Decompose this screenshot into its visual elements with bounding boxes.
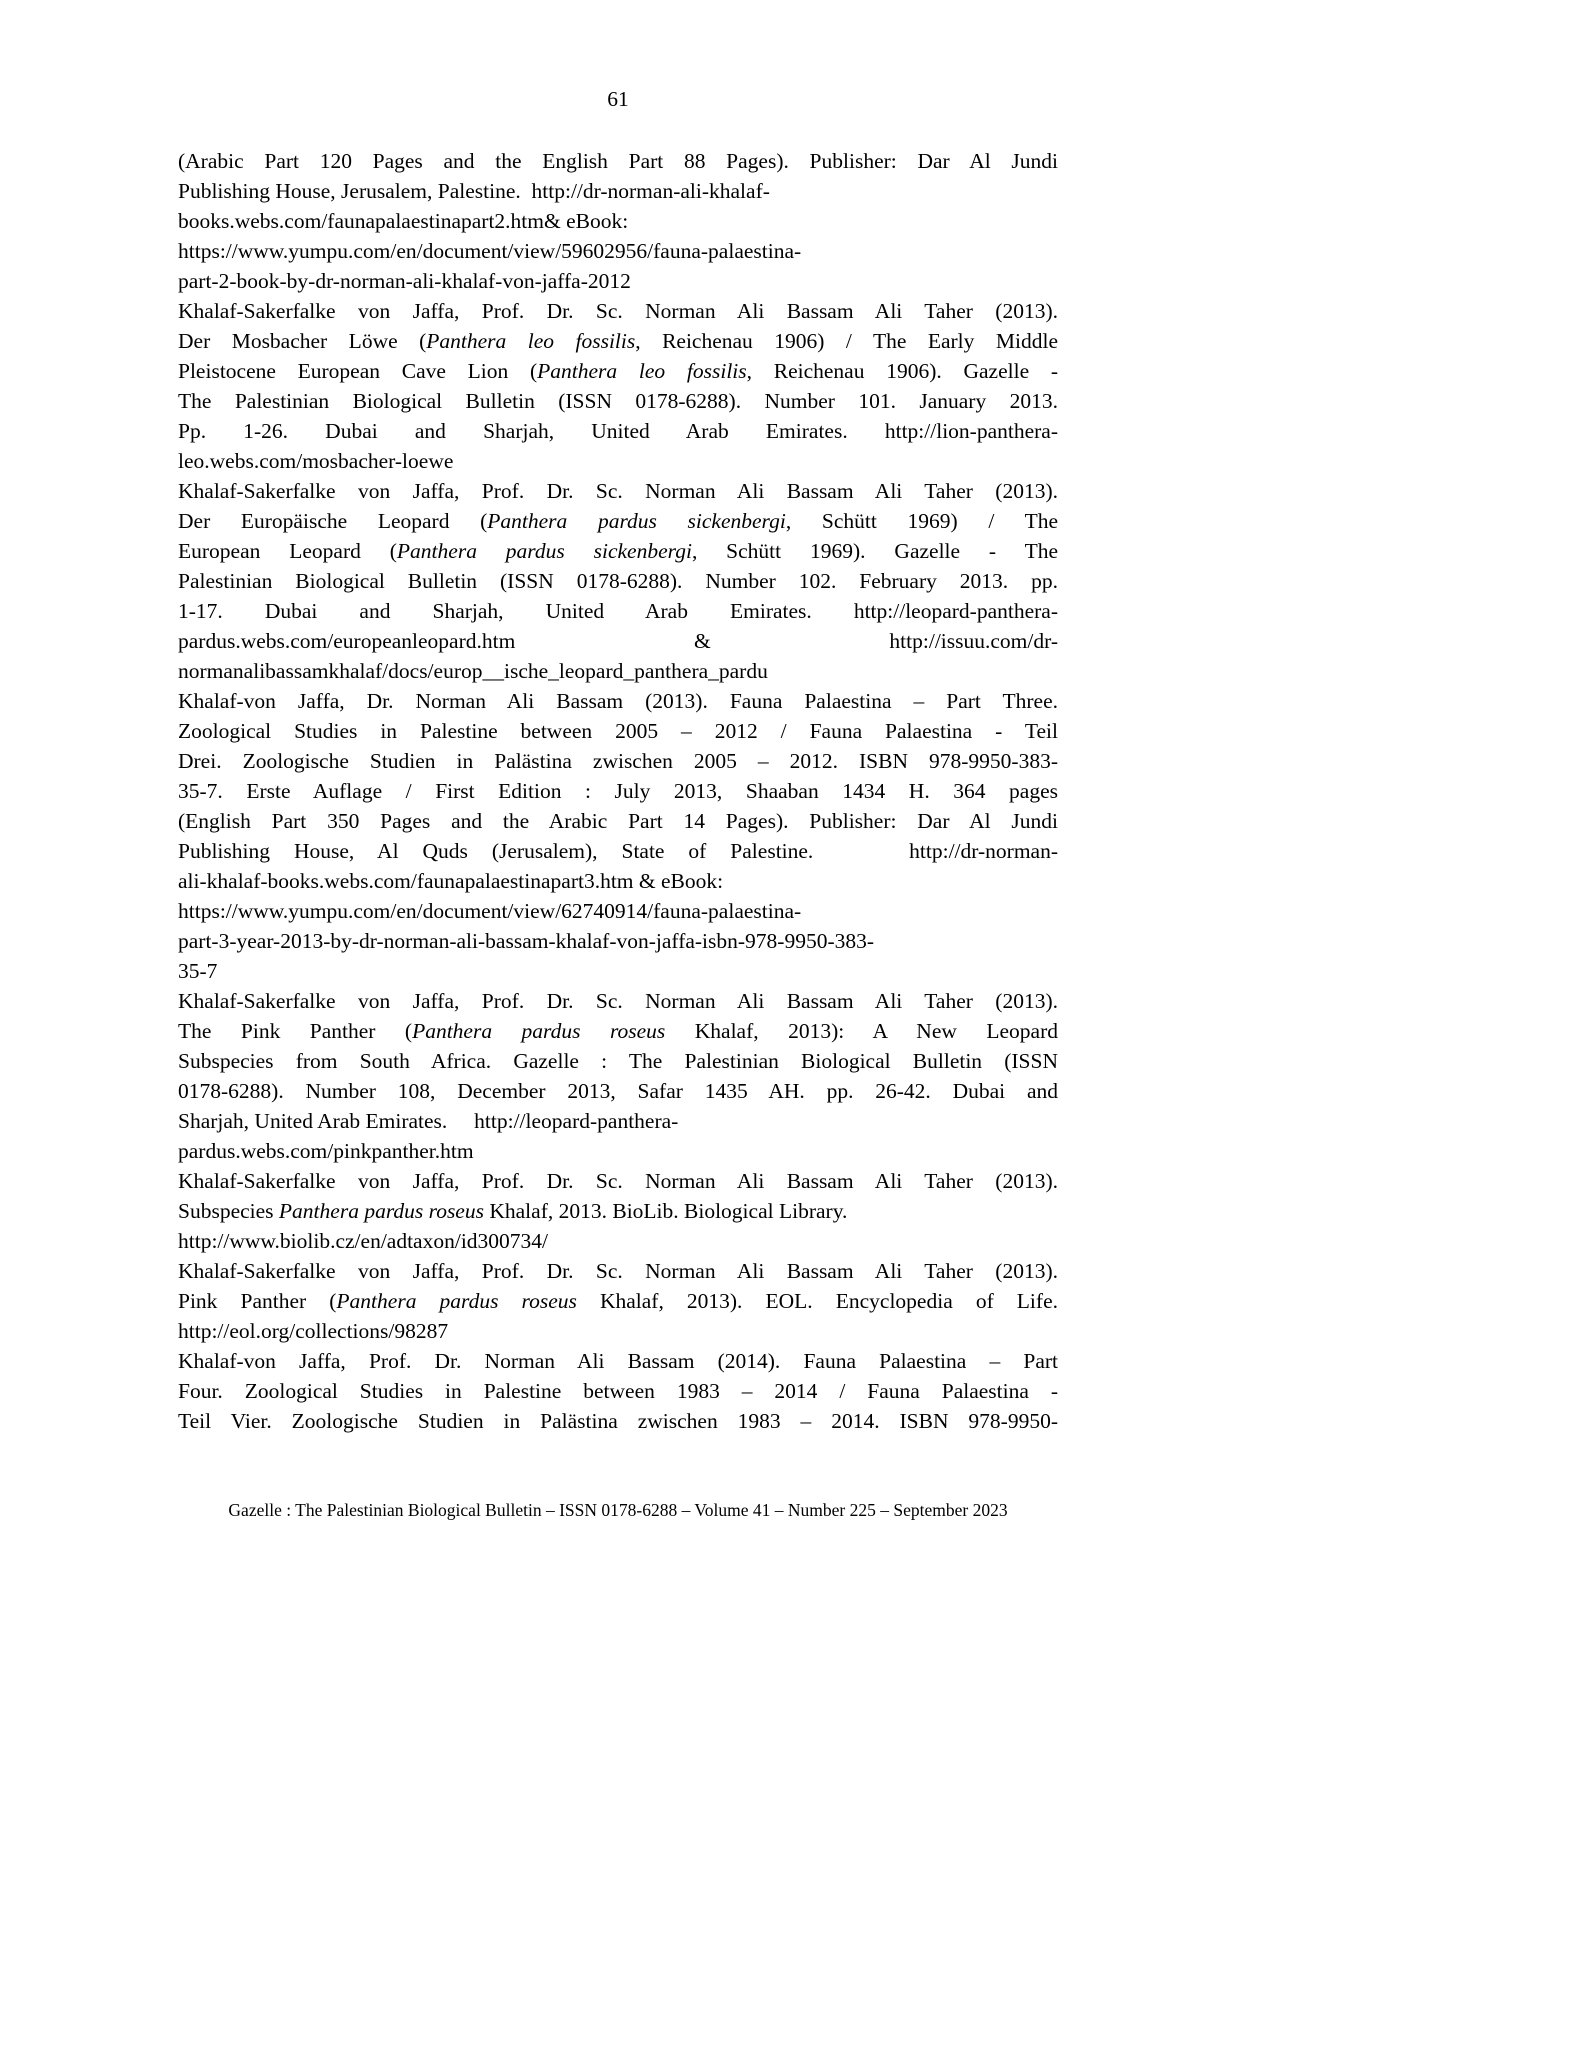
text-segment: Khalaf, 2013. BioLib. Biological Library. (483, 1199, 848, 1223)
text-segment: Four. Zoological Studies in Palestine between 1983 – 2014 / Fauna Palaestina - (178, 1379, 1058, 1403)
text-line (178, 1136, 1058, 1166)
text-line (178, 566, 1058, 596)
text-segment: books.webs.com/faunapalaestinapart2.htm& eBook: (178, 209, 629, 233)
body-text (178, 146, 1058, 1436)
text-line (178, 536, 1058, 566)
text-line (178, 1346, 1058, 1376)
text-segment: The Pink Panther ( (178, 1019, 413, 1043)
text-segment: Pink Panther ( (178, 1289, 337, 1313)
text-segment: Der Mosbacher Löwe ( (178, 329, 427, 353)
text-line (178, 986, 1058, 1016)
text-line (178, 266, 1058, 296)
text-line (178, 296, 1058, 326)
text-line (178, 386, 1058, 416)
text-segment: Publishing House, Al Quds (Jerusalem), State of Palestine. http://dr-norman- (178, 839, 1058, 863)
text-segment: Palestinian Biological Bulletin (ISSN 0178-6288). Number 102. February 2013. pp. (178, 569, 1058, 593)
footer-text: Gazelle : The Palestinian Biological Bulletin – ISSN 0178-6288 – Volume 41 – Number 225 – September 2023 (228, 1500, 1008, 1520)
text-segment: Drei. Zoologische Studien in Palästina zwischen 2005 – 2012. ISBN 978-9950-383- (178, 749, 1058, 773)
text-segment: Khalaf-von Jaffa, Dr. Norman Ali Bassam (2013). Fauna Palaestina – Part Three. (178, 689, 1058, 713)
text-line (178, 776, 1058, 806)
text-segment: Khalaf, 2013): A New Leopard (665, 1019, 1058, 1043)
text-segment: Zoological Studies in Palestine between 2005 – 2012 / Fauna Palaestina - Teil (178, 719, 1058, 743)
text-segment: Khalaf-Sakerfalke von Jaffa, Prof. Dr. Sc. Norman Ali Bassam Ali Taher (2013). (178, 1169, 1058, 1193)
text-segment: 1-17. Dubai and Sharjah, United Arab Emirates. http://leopard-panthera- (178, 599, 1058, 623)
text-line (178, 716, 1058, 746)
text-segment: , Reichenau 1906). Gazelle - (746, 359, 1058, 383)
text-line (178, 1406, 1058, 1436)
text-line (178, 1226, 1058, 1256)
text-line (178, 1016, 1058, 1046)
text-segment: http://www.biolib.cz/en/adtaxon/id300734/ (178, 1229, 549, 1253)
text-line (178, 1256, 1058, 1286)
text-line (178, 626, 1058, 656)
text-segment: normanalibassamkhalaf/docs/europ__ische_leopard_panthera_pardu (178, 659, 768, 683)
text-line (178, 146, 1058, 176)
text-segment: https://www.yumpu.com/en/document/view/62740914/fauna-palaestina- (178, 899, 802, 923)
text-line (178, 1286, 1058, 1316)
text-segment: part-3-year-2013-by-dr-norman-ali-bassam-khalaf-von-jaffa-isbn-978-9950-383- (178, 929, 875, 953)
species-name-italic: Panthera pardus sickenbergi (487, 509, 786, 533)
text-line (178, 896, 1058, 926)
text-line (178, 746, 1058, 776)
text-line (178, 836, 1058, 866)
text-line (178, 686, 1058, 716)
text-segment: Sharjah, United Arab Emirates. http://leopard-panthera- (178, 1109, 679, 1133)
text-segment: ali-khalaf-books.webs.com/faunapalaestinapart3.htm & eBook: (178, 869, 724, 893)
text-segment: pardus.webs.com/europeanleopard.htm & http://issuu.com/dr- (178, 629, 1058, 653)
text-line (178, 1196, 1058, 1226)
text-segment: part-2-book-by-dr-norman-ali-khalaf-von-jaffa-2012 (178, 269, 631, 293)
text-line (178, 1166, 1058, 1196)
text-line (178, 656, 1058, 686)
text-segment: http://eol.org/collections/98287 (178, 1319, 449, 1343)
text-line (178, 1376, 1058, 1406)
text-segment: (Arabic Part 120 Pages and the English Part 88 Pages). Publisher: Dar Al Jundi (178, 149, 1058, 173)
text-line (178, 1106, 1058, 1136)
text-line (178, 956, 1058, 986)
species-name-italic: Panthera pardus roseus (278, 1199, 484, 1223)
text-line (178, 926, 1058, 956)
species-name-italic: Panthera pardus sickenbergi (396, 539, 692, 563)
text-segment: The Palestinian Biological Bulletin (ISSN 0178-6288). Number 101. January 2013. (178, 389, 1058, 413)
page-number: 61 (607, 87, 629, 111)
text-segment: , Schütt 1969). Gazelle - The (691, 539, 1059, 563)
text-segment: Subspecies from South Africa. Gazelle : The Palestinian Biological Bulletin (ISSN (178, 1049, 1058, 1073)
text-segment: Khalaf-Sakerfalke von Jaffa, Prof. Dr. Sc. Norman Ali Bassam Ali Taher (2013). (178, 1259, 1058, 1283)
text-line (178, 806, 1058, 836)
species-name-italic: Panthera leo fossilis (537, 359, 747, 383)
text-line (178, 416, 1058, 446)
text-line (178, 596, 1058, 626)
text-segment: Khalaf-Sakerfalke von Jaffa, Prof. Dr. Sc. Norman Ali Bassam Ali Taher (2013). (178, 989, 1058, 1013)
text-segment: Khalaf-Sakerfalke von Jaffa, Prof. Dr. Sc. Norman Ali Bassam Ali Taher (2013). (178, 479, 1058, 503)
text-line (178, 1046, 1058, 1076)
text-segment: Pleistocene European Cave Lion ( (178, 359, 538, 383)
species-name-italic: Panthera leo fossilis (426, 329, 636, 353)
text-line (178, 506, 1058, 536)
text-segment: , Reichenau 1906) / The Early Middle (635, 329, 1058, 353)
text-segment: (English Part 350 Pages and the Arabic Part 14 Pages). Publisher: Dar Al Jundi (178, 809, 1058, 833)
text-segment: 35-7. Erste Auflage / First Edition : July 2013, Shaaban 1434 H. 364 pages (178, 779, 1058, 803)
text-line (178, 236, 1058, 266)
text-segment: Der Europäische Leopard ( (178, 509, 488, 533)
text-segment: pardus.webs.com/pinkpanther.htm (178, 1139, 474, 1163)
text-segment: Khalaf-von Jaffa, Prof. Dr. Norman Ali Bassam (2014). Fauna Palaestina – Part (178, 1349, 1058, 1373)
text-line (178, 446, 1058, 476)
text-line (178, 206, 1058, 236)
text-segment: Pp. 1-26. Dubai and Sharjah, United Arab Emirates. http://lion-panthera- (178, 419, 1058, 443)
text-segment: https://www.yumpu.com/en/document/view/59602956/fauna-palaestina- (178, 239, 802, 263)
text-segment: European Leopard ( (178, 539, 397, 563)
text-segment: leo.webs.com/mosbacher-loewe (178, 449, 454, 473)
text-segment: Teil Vier. Zoologische Studien in Palästina zwischen 1983 – 2014. ISBN 978-9950- (178, 1409, 1058, 1433)
species-name-italic: Panthera pardus roseus (336, 1289, 577, 1313)
text-line (178, 866, 1058, 896)
text-segment: Khalaf-Sakerfalke von Jaffa, Prof. Dr. Sc. Norman Ali Bassam Ali Taher (2013). (178, 299, 1058, 323)
text-segment: Khalaf, 2013). EOL. Encyclopedia of Life. (576, 1289, 1058, 1313)
text-line (178, 1316, 1058, 1346)
text-line (178, 1076, 1058, 1106)
text-line (178, 326, 1058, 356)
species-name-italic: Panthera pardus roseus (412, 1019, 666, 1043)
text-line (178, 176, 1058, 206)
text-segment: 0178-6288). Number 108, December 2013, Safar 1435 AH. pp. 26-42. Dubai and (178, 1079, 1058, 1103)
text-segment: Publishing House, Jerusalem, Palestine. http://dr-norman-ali-khalaf- (178, 179, 770, 203)
text-segment: 35-7 (178, 959, 218, 983)
text-line (178, 476, 1058, 506)
text-line (178, 356, 1058, 386)
text-segment: , Schütt 1969) / The (785, 509, 1058, 533)
text-segment: Subspecies (178, 1199, 279, 1223)
